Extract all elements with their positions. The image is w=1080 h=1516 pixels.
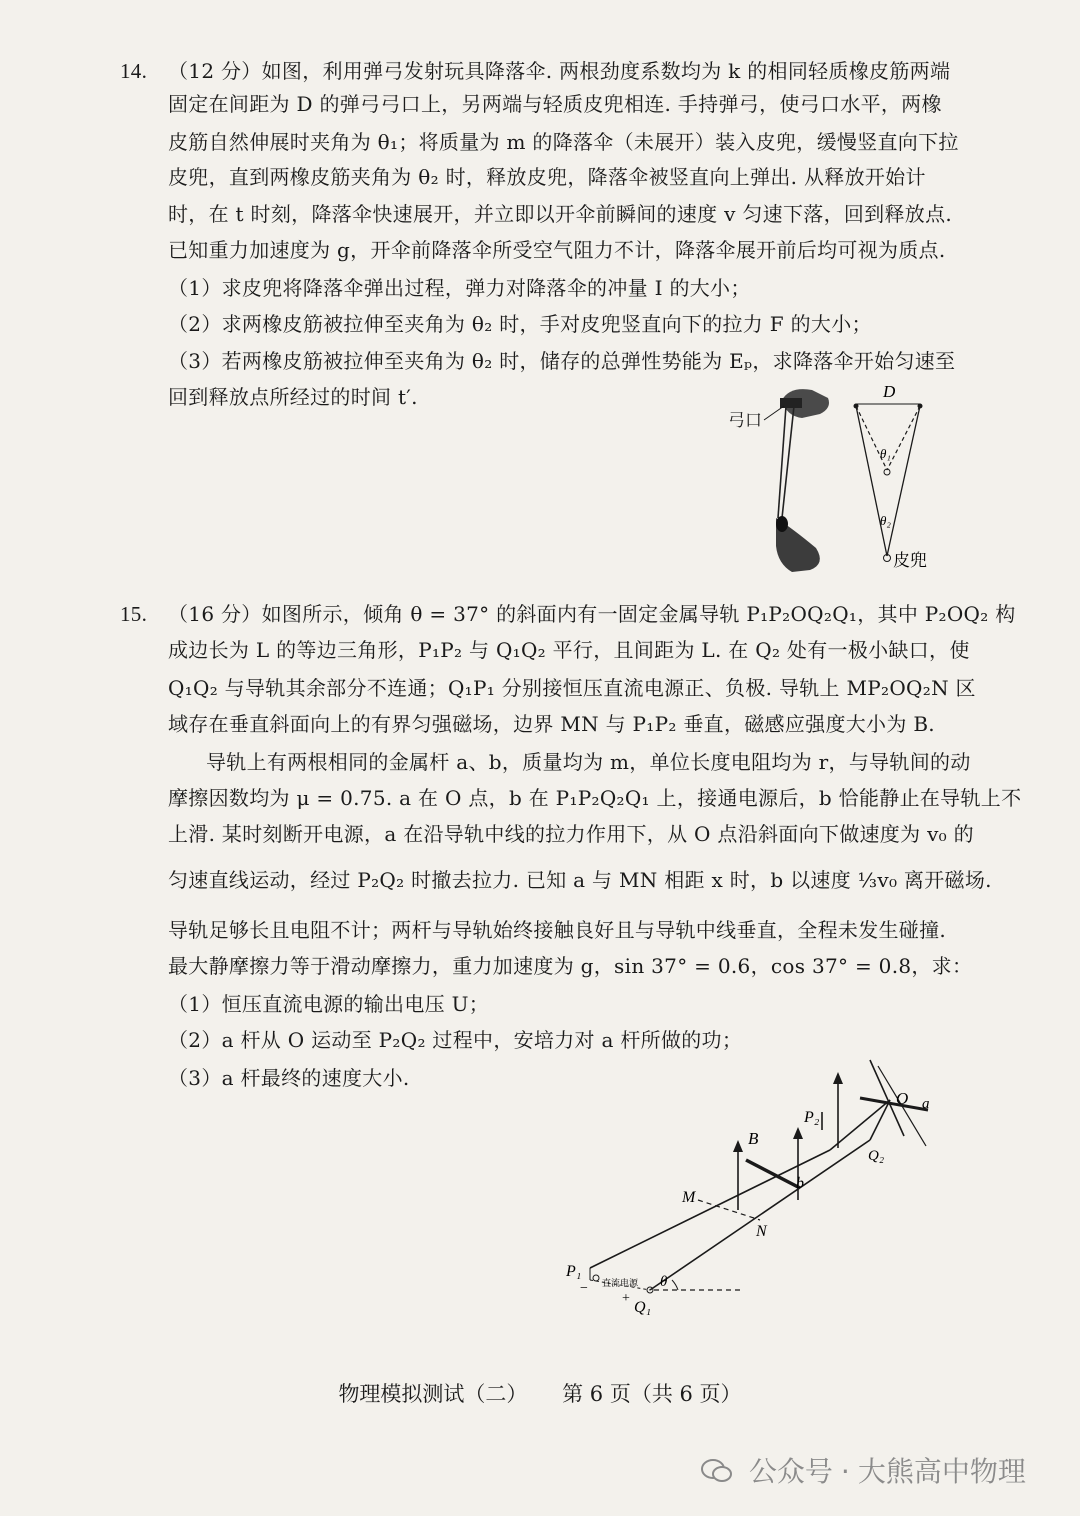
- q14-line: 固定在间距为 D 的弹弓弓口上，另两端与轻质皮兜相连. 手持弹弓，使弓口水平，两橡: [168, 92, 942, 116]
- q15-line: 摩擦因数均为 μ = 0.75. a 在 O 点，b 在 P₁P₂Q₂Q₁ 上，接通电源后，b 恰能静止在导轨上不: [168, 786, 1022, 810]
- q15-line: 导轨上有两根相同的金属杆 a、b，质量均为 m，单位长度电阻均为 r，与导轨间的动: [206, 750, 971, 774]
- q14-subquestion: （2）求两橡皮筋被拉伸至夹角为 θ₂ 时，手对皮兜竖直向下的拉力 F 的大小；: [168, 312, 872, 336]
- O-label: O: [896, 1089, 909, 1108]
- theta1-label: θ₁: [880, 446, 891, 461]
- q14-line: 皮兜，直到两橡皮筋夹角为 θ₂ 时，释放皮兜，降落伞被竖直向上弹出. 从释放开始计: [168, 165, 926, 189]
- q14-line: 已知重力加速度为 g，开伞前降落伞所受空气阻力不计，降落伞展开前后均可视为质点.: [168, 238, 946, 262]
- Q2-label: Q₂: [868, 1148, 885, 1164]
- q15-line: （16 分）如图所示，倾角 θ = 37° 的斜面内有一固定金属导轨 P₁P₂OQ₂Q₁，其中 P₂OQ₂ 构: [168, 602, 1016, 626]
- bow-mouth-label: 弓口: [728, 411, 762, 431]
- question-number: 14.: [120, 59, 148, 83]
- q15-line: Q₁Q₂ 与导轨其余部分不连通；Q₁P₁ 分别接恒压直流电源正、负极. 导轨上 MP₂OQ₂N 区: [168, 676, 976, 700]
- q14-subquestion: 回到释放点所经过的时间 t′.: [168, 385, 418, 409]
- watermark: [700, 1450, 1026, 1490]
- field-B-label: B: [748, 1129, 759, 1148]
- Q1-label: Q₁: [634, 1299, 652, 1316]
- q14-line: 皮筋自然伸展时夹角为 θ₁；将质量为 m 的降落伞（未展开）装入皮兜，缓慢竖直向下拉: [168, 130, 959, 154]
- exam-title: 物理模拟测试（二）: [338, 1382, 528, 1406]
- question-number: 15.: [120, 602, 148, 626]
- bar-a-label: a: [922, 1096, 930, 1112]
- M-label: M: [682, 1189, 696, 1206]
- watermark-account: 公众号: [748, 1455, 833, 1488]
- bar-b-label: b: [796, 1175, 804, 1192]
- q14-subquestion: （3）若两橡皮筋被拉伸至夹角为 θ₂ 时，储存的总弹性势能为 Eₚ，求降落伞开始匀速至: [168, 349, 956, 373]
- wechat-icon: [700, 1457, 734, 1485]
- minus-sign: −: [580, 1281, 588, 1296]
- dc-source-label: 直流电源: [602, 1278, 639, 1288]
- q15-line: 成边长为 L 的等边三角形，P₁P₂ 与 Q₁Q₂ 平行，且间距为 L. 在 Q₂ 处有一极小缺口，使: [168, 638, 970, 662]
- q15-subquestion: （3）a 杆最终的速度大小.: [168, 1066, 410, 1090]
- theta-label: θ: [660, 1274, 668, 1290]
- q15-subquestion: （2）a 杆从 O 运动至 P₂Q₂ 过程中，安培力对 a 杆所做的功；: [168, 1028, 743, 1052]
- P1-label: P₁: [566, 1263, 582, 1280]
- q14-line: （12 分）如图，利用弹弓发射玩具降落伞. 两根劲度系数均为 k 的相同轻质橡皮筋两端: [168, 59, 951, 83]
- q15-line: 最大静摩擦力等于滑动摩擦力，重力加速度为 g，sin 37° = 0.6，cos 37° = 0.8，求：: [168, 954, 973, 978]
- rail-figure: [560, 1040, 960, 1320]
- distance-label: D: [883, 382, 896, 401]
- q14-line: 时，在 t 时刻，降落伞快速展开，并立即以开伞前瞬间的速度 v 匀速下落，回到释放点.: [168, 202, 953, 226]
- pouch-label: 皮兜: [893, 551, 927, 571]
- P2-label: P₂: [804, 1109, 820, 1126]
- N-label: N: [756, 1223, 767, 1240]
- plus-sign: +: [622, 1291, 630, 1306]
- page-footer: [0, 1378, 1080, 1408]
- slingshot-figure: [720, 378, 940, 578]
- watermark-dot: ·: [840, 1455, 850, 1488]
- q15-line: 上滑. 某时刻断开电源，a 在沿导轨中线的拉力作用下，从 O 点沿斜面向下做速度为 v₀ 的: [168, 822, 974, 846]
- page-number: 第 6 页（共 6 页）: [562, 1382, 742, 1406]
- q15-subquestion: （1）恒压直流电源的输出电压 U；: [168, 992, 490, 1016]
- q15-line: 域存在垂直斜面向上的有界匀强磁场，边界 MN 与 P₁P₂ 垂直，磁感应强度大小为 B.: [168, 712, 935, 736]
- q15-line: 匀速直线运动，经过 P₂Q₂ 时撤去拉力. 已知 a 与 MN 相距 x 时，b 以速度 ⅓v₀ 离开磁场.: [168, 868, 992, 892]
- q14-subquestion: （1）求皮兜将降落伞弹出过程，弹力对降落伞的冲量 I 的大小；: [168, 276, 751, 300]
- theta2-label: θ₂: [880, 513, 891, 528]
- watermark-name: 大熊高中物理: [857, 1455, 1026, 1488]
- q15-line: 导轨足够长且电阻不计；两杆与导轨始终接触良好且与导轨中线垂直，全程未发生碰撞.: [168, 918, 947, 942]
